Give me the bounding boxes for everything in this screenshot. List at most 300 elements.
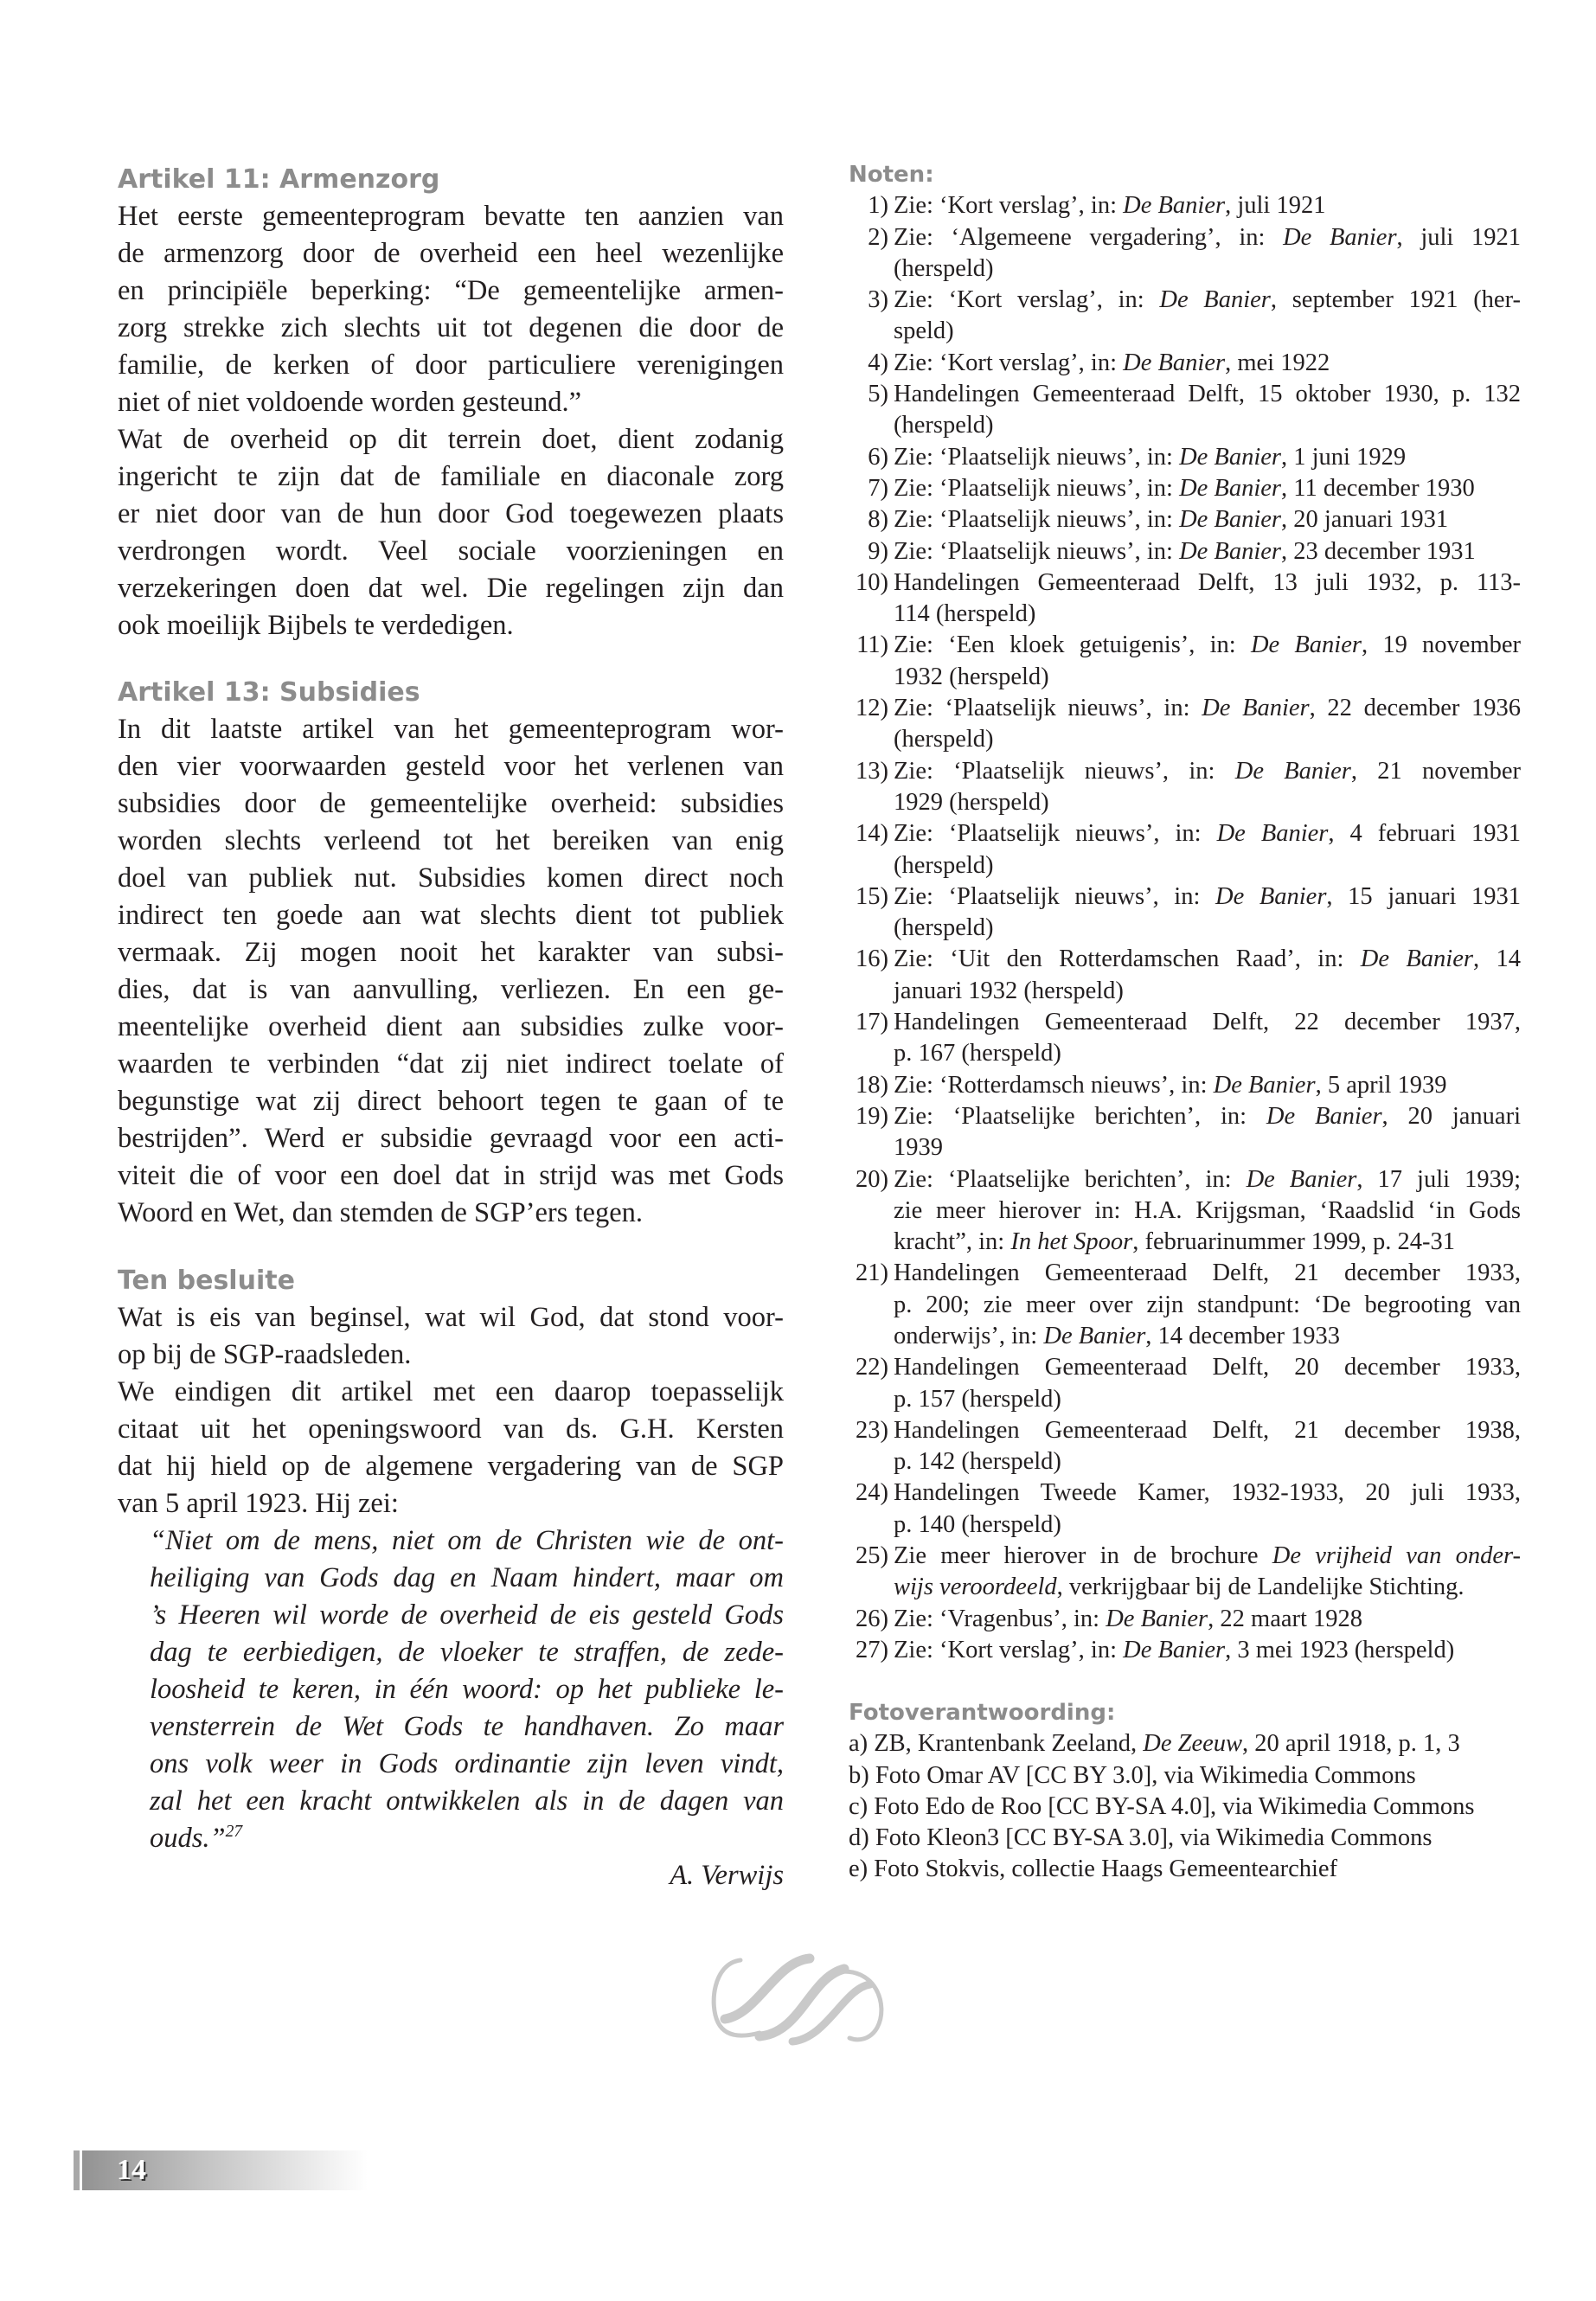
footnote-line	[894, 379, 1521, 410]
footnote-number: 5)	[868, 381, 888, 408]
footnote-item	[849, 1352, 1521, 1415]
text-segment: c) Foto Edo de Roo [CC BY-SA 4.0], via Wikimedia Commons	[849, 1792, 1475, 1820]
footnote-text	[894, 285, 1521, 348]
text-segment: 1932 (herspeld)	[894, 663, 1049, 690]
text-line: bestrijden”. Werd er subsidie gevraagd voor een acti-	[118, 1123, 784, 1154]
footnote-item	[849, 693, 1521, 756]
text-line: en principiële beperking: “De gemeentelijke armen-	[118, 275, 784, 306]
footnote-line	[894, 1070, 1521, 1101]
text-segment: , september 1921 (her-	[1270, 286, 1521, 314]
text-segment: , 3 mei 1923 (herspeld)	[1225, 1636, 1455, 1663]
footnote-line	[894, 599, 1521, 630]
text-segment: Zie: ‘Plaatselijk nieuws’, in:	[894, 882, 1215, 910]
footnote-line	[894, 662, 1521, 693]
footnote-item	[849, 1164, 1521, 1259]
footnote-item	[849, 1007, 1521, 1070]
text-segment: (herspeld)	[894, 914, 994, 942]
text-segment: Zie: ‘Uit den Rotterdamschen Raad’, in:	[894, 945, 1361, 973]
footnote-line	[894, 1604, 1521, 1635]
footnote-line	[894, 976, 1521, 1007]
footnote-item	[849, 442, 1521, 473]
paragraph	[118, 421, 784, 644]
quote-text: dag te eerbiedigen, de vloeker te straffen, de zede-	[150, 1637, 784, 1668]
footnote-item	[849, 473, 1521, 504]
text-segment: , 4 februari 1931	[1328, 820, 1521, 848]
text-segment: Zie: ‘Plaatselijk nieuws’, in:	[894, 695, 1202, 722]
footnote-text	[894, 1604, 1521, 1635]
credit-item	[849, 1760, 1521, 1791]
footnote-item	[849, 379, 1521, 442]
footnote-item	[849, 1415, 1521, 1478]
footnote-text	[894, 1352, 1521, 1415]
footnote-item	[849, 536, 1521, 567]
text-segment: , 20 januari 1931	[1281, 506, 1449, 534]
text-line: In dit laatste artikel van het gemeenteprogram wor-	[118, 714, 784, 745]
footnote-line	[894, 818, 1521, 849]
text-line: dat hij hield op de algemene vergadering van de SGP	[118, 1451, 784, 1482]
text-segment: Zie: ‘Plaatselijk nieuws’, in:	[894, 820, 1217, 848]
footnote-line	[894, 567, 1521, 599]
footnote-text	[894, 536, 1521, 567]
text-line: worden slechts verleend tot het bereiken van enig	[118, 825, 784, 856]
footnote-number: 13)	[856, 757, 888, 785]
footnote-line	[894, 881, 1521, 913]
footnote-line	[894, 1415, 1521, 1446]
text-segment: Zie: ‘Plaatselijke berichten’, in:	[894, 1102, 1266, 1130]
footnote-number: 19)	[856, 1102, 888, 1130]
quote-line	[118, 1671, 784, 1708]
footnote-line	[894, 1477, 1521, 1509]
quote-text: ’s Heeren wil worde de overheid de eis gesteld Gods	[150, 1599, 784, 1631]
italic-title: De Banier	[1123, 192, 1226, 220]
footnote-line	[894, 630, 1521, 661]
footnote-line	[894, 536, 1521, 567]
text-line: familie, de kerken of door particuliere verenigingen	[118, 349, 784, 381]
footnote-item	[849, 285, 1521, 348]
text-segment: (herspeld)	[894, 851, 994, 879]
footnote-text	[894, 1415, 1521, 1478]
text-line: vermaak. Zij mogen nooit het karakter van subsi-	[118, 937, 784, 968]
text-segment: b) Foto Omar AV [CC BY 3.0], via Wikimedia Commons	[849, 1761, 1416, 1789]
footnote-line	[894, 190, 1521, 221]
text-segment: Zie: ‘Vragenbus’, in:	[894, 1605, 1106, 1632]
italic-title: De Banier	[1179, 537, 1281, 565]
credit-item	[849, 1854, 1521, 1885]
footnote-number: 3)	[868, 286, 888, 314]
footnote-number: 12)	[856, 695, 888, 722]
footnote-text	[894, 442, 1521, 473]
text-segment: Zie: ‘Plaatselijk nieuws’, in:	[894, 757, 1235, 785]
footnote-text	[894, 567, 1521, 631]
italic-title: De Banier	[1266, 1102, 1382, 1130]
footnote-text	[894, 1007, 1521, 1070]
text-segment: , juli 1921	[1396, 223, 1521, 251]
footnote-text	[894, 881, 1521, 945]
text-segment: kracht”, in:	[894, 1228, 1011, 1256]
notes-heading: Noten:	[849, 162, 934, 188]
credit-item	[849, 1728, 1521, 1759]
text-segment: , 15 januari 1931	[1326, 882, 1521, 910]
quote-line	[118, 1522, 784, 1560]
footnote-line	[894, 1541, 1521, 1572]
footnote-line	[894, 1195, 1521, 1227]
text-line: doel van publiek nut. Subsidies komen direct noch	[118, 862, 784, 894]
footnote-line	[894, 348, 1521, 379]
text-segment: Handelingen Gemeenteraad Delft, 21 december 1938,	[894, 1416, 1521, 1444]
footnote-line	[894, 1007, 1521, 1038]
text-segment: 1929 (herspeld)	[894, 788, 1049, 816]
footnote-text	[894, 473, 1521, 504]
text-segment: Zie: ‘Kort verslag’, in:	[894, 349, 1124, 376]
footnote-line	[894, 316, 1521, 347]
text-line: er niet door van de hun door God toegewezen plaats	[118, 498, 784, 529]
italic-title: De Banier	[1283, 223, 1397, 251]
footnote-number: 17)	[856, 1009, 888, 1036]
italic-title: In het Spoor	[1010, 1228, 1133, 1256]
text-line: subsidies door de gemeentelijke overheid: subsidies	[118, 788, 784, 819]
footnote-text	[894, 1164, 1521, 1259]
text-line: niet of niet voldoende worden gesteund.”	[118, 387, 582, 418]
quote-line	[118, 1708, 784, 1746]
text-line: We eindigen dit artikel met een daarop toepasselijk	[118, 1376, 784, 1407]
text-line: dies, dat is van aanvulling, verliezen. En een ge-	[118, 974, 784, 1005]
footnote-number: 21)	[856, 1259, 888, 1287]
italic-title: De Banier	[1202, 695, 1310, 722]
text-line: ingericht te zijn dat de familiale en diaconale zorg	[118, 461, 784, 492]
italic-title: De Banier	[1043, 1322, 1146, 1349]
footnote-number: 8)	[868, 506, 888, 534]
text-segment: , 17 juli 1939;	[1356, 1165, 1521, 1193]
footnote-line	[894, 504, 1521, 535]
text-segment: a) ZB, Krantenbank Zeeland,	[849, 1730, 1144, 1758]
quote-text: vensterrein de Wet Gods te handhaven. Zo maar	[150, 1711, 784, 1742]
text-line: meentelijke overheid dient aan subsidies zulke voor-	[118, 1011, 784, 1042]
footnote-number: 20)	[856, 1165, 888, 1193]
text-segment: , 1 juni 1929	[1281, 443, 1407, 471]
text-segment: p. 140 (herspeld)	[894, 1510, 1061, 1538]
footnote-item	[849, 1541, 1521, 1604]
text-segment: Zie: ‘Plaatselijk nieuws’, in:	[894, 474, 1180, 502]
italic-title: wijs veroordeeld	[894, 1574, 1057, 1601]
italic-title: De Banier	[1179, 443, 1281, 471]
footnote-ref: 27	[225, 1823, 243, 1842]
text-segment: d) Foto Kleon3 [CC BY-SA 3.0], via Wikimedia Commons	[849, 1824, 1433, 1852]
text-line: viteit die of voor een doel dat in strijd was met Gods	[118, 1160, 784, 1191]
footnote-text	[894, 1070, 1521, 1101]
footnote-line	[894, 693, 1521, 724]
text-segment: , 20 januari	[1381, 1102, 1521, 1130]
footnote-number: 22)	[856, 1354, 888, 1381]
footnote-line	[894, 913, 1521, 944]
text-segment: , februarinummer 1999, p. 24-31	[1132, 1228, 1456, 1256]
text-segment: e) Foto Stokvis, collectie Haags Gemeentearchief	[849, 1856, 1338, 1883]
text-segment: onderwijs’, in:	[894, 1322, 1044, 1349]
italic-title: De vrijheid van onder-	[1272, 1542, 1522, 1570]
text-segment: (herspeld)	[894, 412, 994, 439]
text-segment: Zie: ‘Plaatselijk nieuws’, in:	[894, 443, 1180, 471]
text-segment: speld)	[894, 317, 954, 345]
text-segment: 1939	[894, 1134, 943, 1162]
footnote-number: 11)	[856, 631, 888, 659]
italic-title: De Banier	[1159, 286, 1271, 314]
footnote-item	[849, 348, 1521, 379]
text-segment: , 21 november	[1350, 757, 1521, 785]
section-ten-besluite	[118, 1262, 784, 1894]
paragraph	[118, 1374, 784, 1522]
footnote-line	[894, 1509, 1521, 1541]
footnote-text	[894, 1635, 1521, 1666]
footnote-line	[894, 442, 1521, 473]
paragraph	[118, 198, 784, 421]
footnote-line	[894, 1101, 1521, 1132]
section-armenzorg	[118, 161, 784, 644]
italic-title: De Banier	[1106, 1605, 1208, 1632]
credit-item	[849, 1823, 1521, 1854]
footnote-line	[894, 222, 1521, 253]
quote-text: ons volk weer in Gods ordinantie zijn leven vindt,	[150, 1748, 784, 1779]
text-line: van 5 april 1923. Hij zei:	[118, 1488, 399, 1519]
page-number: 14	[117, 2154, 146, 2186]
footnote-item	[849, 222, 1521, 285]
footnote-number: 15)	[856, 882, 888, 910]
text-segment: p. 157 (herspeld)	[894, 1385, 1061, 1413]
footnote-text	[894, 1541, 1521, 1604]
footnote-number: 27)	[856, 1636, 888, 1663]
footnote-number: 23)	[856, 1416, 888, 1444]
footnote-number: 2)	[868, 223, 888, 251]
footnote-number: 14)	[856, 820, 888, 848]
text-segment: p. 167 (herspeld)	[894, 1040, 1061, 1067]
quote-text: loosheid te keren, in één woord: op het publieke le-	[150, 1674, 784, 1705]
text-segment: Handelingen Tweede Kamer, 1932-1933, 20 juli 1933,	[894, 1479, 1521, 1507]
text-line: begunstige wat zij direct behoort tegen te gaan of te	[118, 1086, 784, 1117]
text-segment: Zie: ‘Plaatselijk nieuws’, in:	[894, 537, 1180, 565]
footnote-text	[894, 190, 1521, 221]
footnote-number: 10)	[856, 568, 888, 596]
footnote-number: 26)	[856, 1605, 888, 1632]
text-line: Het eerste gemeenteprogram bevatte ten aanzien van	[118, 201, 784, 232]
text-segment: Handelingen Gemeenteraad Delft, 20 december 1933,	[894, 1354, 1521, 1381]
page-number-bar	[74, 2150, 368, 2190]
footnote-item	[849, 190, 1521, 221]
footnote-number: 6)	[868, 443, 888, 471]
text-segment: , 19 november	[1361, 631, 1522, 659]
quote-line	[118, 1634, 784, 1671]
text-segment: Zie: ‘Plaatselijke berichten’, in:	[894, 1165, 1247, 1193]
italic-title: De Banier	[1216, 820, 1329, 848]
notes-list	[849, 159, 1521, 1666]
footnote-number: 9)	[868, 537, 888, 565]
text-segment: p. 142 (herspeld)	[894, 1448, 1061, 1476]
footnote-text	[894, 1258, 1521, 1352]
footnote-item	[849, 1258, 1521, 1352]
footnote-number: 1)	[868, 192, 888, 220]
footnote-number: 18)	[856, 1071, 888, 1099]
paragraph	[118, 711, 784, 1232]
text-line: citaat uit het openingswoord van ds. G.H. Kersten	[118, 1413, 784, 1445]
italic-title: De Banier	[1234, 757, 1351, 785]
footnote-text	[894, 944, 1521, 1007]
footnote-item	[849, 1101, 1521, 1164]
italic-title: De Banier	[1360, 945, 1473, 973]
text-segment: Handelingen Gemeenteraad Delft, 15 oktober 1930, p. 132	[894, 381, 1521, 408]
text-line: de armenzorg door de overheid een heel wezenlijke	[118, 238, 784, 269]
text-segment: Handelingen Gemeenteraad Delft, 13 juli 1932, p. 113-	[894, 568, 1521, 596]
footnote-item	[849, 1635, 1521, 1666]
footnote-item	[849, 504, 1521, 535]
text-segment: Zie: ‘Algemeene vergadering’, in:	[894, 223, 1284, 251]
text-segment: , mei 1922	[1225, 349, 1330, 376]
footnote-line	[894, 787, 1521, 818]
text-segment: , 14 december 1933	[1145, 1322, 1341, 1349]
footnote-line	[894, 1352, 1521, 1383]
text-segment: (herspeld)	[894, 726, 994, 753]
text-line: den vier voorwaarden gesteld voor het verlenen van	[118, 751, 784, 782]
footnote-text	[894, 348, 1521, 379]
footnote-line	[894, 1384, 1521, 1415]
text-segment: 114 (herspeld)	[894, 600, 1036, 628]
footnote-text	[894, 222, 1521, 285]
footnote-number: 24)	[856, 1479, 888, 1507]
italic-title: De Banier	[1215, 882, 1327, 910]
italic-title: De Banier	[1179, 506, 1281, 534]
quote-text: “Niet om de mens, niet om de Christen wie de ont-	[150, 1525, 784, 1556]
footnote-line	[894, 1321, 1521, 1352]
paragraph	[118, 1299, 784, 1374]
text-segment: Zie: ‘Kort verslag’, in:	[894, 1636, 1124, 1663]
text-segment: Handelingen Gemeenteraad Delft, 21 december 1933,	[894, 1259, 1521, 1287]
text-line: verzekeringen doen dat wel. Die regelingen zijn dan	[118, 573, 784, 604]
footnote-line	[894, 253, 1521, 285]
footnote-text	[894, 1101, 1521, 1164]
quote-line	[118, 1560, 784, 1597]
quote-line	[118, 1597, 784, 1634]
footnote-text	[894, 379, 1521, 442]
footnote-line	[894, 1446, 1521, 1477]
swirl-ornament-icon	[706, 1953, 889, 2047]
author-signature: A. Verwijs	[670, 1860, 784, 1891]
text-segment: januari 1932 (herspeld)	[894, 977, 1124, 1004]
italic-title: De Banier	[1246, 1165, 1357, 1193]
footnote-text	[894, 756, 1521, 819]
photo-credits	[849, 1697, 1521, 1886]
footnote-text	[894, 818, 1521, 881]
section-heading: Ten besluite	[118, 1266, 295, 1296]
italic-title: De Banier	[1213, 1071, 1316, 1099]
section-heading: Artikel 13: Subsidies	[118, 677, 420, 708]
page-bar-stripe	[74, 2150, 82, 2190]
italic-title: De Banier	[1250, 631, 1362, 659]
footnote-text	[894, 630, 1521, 693]
text-segment: , 22 maart 1928	[1208, 1605, 1363, 1632]
footnote-line	[894, 850, 1521, 881]
quote-text: heiliging van Gods dag en Naam hindert, maar om	[150, 1562, 784, 1593]
footnote-item	[849, 944, 1521, 1007]
text-segment: p. 200; zie meer over zijn standpunt: ‘De begrooting van	[894, 1291, 1521, 1318]
text-line: op bij de SGP-raadsleden.	[118, 1339, 412, 1370]
text-segment: Zie: ‘Kort verslag’, in:	[894, 286, 1160, 314]
text-segment: , 20 april 1918, p. 1, 3	[1242, 1730, 1460, 1758]
footnote-line	[894, 1572, 1521, 1603]
text-segment: zie meer hierover in: H.A. Krijgsman, ‘Raadslid ‘in Gods	[894, 1196, 1521, 1224]
italic-title: De Banier	[1123, 349, 1226, 376]
footnote-line	[894, 756, 1521, 787]
italic-title: De Banier	[1179, 474, 1281, 502]
text-segment: Zie: ‘Plaatselijk nieuws’, in:	[894, 506, 1180, 534]
text-segment: , 22 december 1936	[1309, 695, 1522, 722]
footnote-number: 7)	[868, 474, 888, 502]
text-segment: , 14	[1472, 945, 1521, 973]
text-segment: , 23 december 1931	[1281, 537, 1476, 565]
footnote-item	[849, 756, 1521, 819]
footnote-line	[894, 1258, 1521, 1289]
text-segment: (herspeld)	[894, 254, 994, 282]
footnote-line	[894, 1227, 1521, 1258]
text-segment: Handelingen Gemeenteraad Delft, 22 december 1937,	[894, 1009, 1521, 1036]
footnote-number: 4)	[868, 349, 888, 376]
text-segment: Zie meer hierover in de brochure	[894, 1542, 1272, 1570]
quote-text: zal het een kracht ontwikkelen als in de dagen van	[150, 1785, 784, 1817]
footnote-line	[894, 1038, 1521, 1069]
italic-title: De Banier	[1123, 1636, 1226, 1663]
footnote-text	[894, 1477, 1521, 1541]
footnote-line	[894, 1164, 1521, 1195]
footnote-line	[894, 1635, 1521, 1666]
credits-heading: Fotoverantwoording:	[849, 1700, 1116, 1726]
footnote-item	[849, 630, 1521, 693]
footnote-line	[894, 724, 1521, 755]
text-line: Wat is eis van beginsel, wat wil God, dat stond voor-	[118, 1302, 784, 1333]
footnote-line	[894, 410, 1521, 441]
footnote-line	[894, 1132, 1521, 1163]
footnote-line	[894, 944, 1521, 975]
section-subsidies	[118, 674, 784, 1232]
text-segment: , verkrijgbaar bij de Landelijke Stichting.	[1056, 1574, 1465, 1601]
block-quote	[118, 1522, 784, 1857]
text-segment: Zie: ‘Een kloek getuigenis’, in:	[894, 631, 1251, 659]
footnote-text	[894, 504, 1521, 535]
text-line: ook moeilijk Bijbels te verdedigen.	[118, 610, 514, 641]
text-segment: , 5 april 1939	[1315, 1071, 1447, 1099]
section-heading: Artikel 11: Armenzorg	[118, 164, 440, 195]
footnote-item	[849, 1604, 1521, 1635]
footnote-text	[894, 693, 1521, 756]
footnote-number: 16)	[856, 945, 888, 973]
text-line: zorg strekke zich slechts uit tot degenen die door de	[118, 312, 784, 343]
text-segment: Zie: ‘Rotterdamsch nieuws’, in:	[894, 1071, 1214, 1099]
footnote-item	[849, 818, 1521, 881]
footnote-item	[849, 1477, 1521, 1541]
footnote-item	[849, 567, 1521, 631]
text-segment: , juli 1921	[1225, 192, 1326, 220]
text-line: Woord en Wet, dan stemden de SGP’ers tegen.	[118, 1197, 644, 1228]
text-line: verdrongen wordt. Veel sociale voorzieningen en	[118, 535, 784, 567]
footnote-line	[894, 473, 1521, 504]
quote-line	[118, 1783, 784, 1820]
quote-line	[118, 1820, 784, 1857]
quote-text: ouds.”	[150, 1823, 226, 1854]
text-line: Wat de overheid op dit terrein doet, dient zodanig	[118, 424, 784, 455]
text-segment: Zie: ‘Kort verslag’, in:	[894, 192, 1124, 220]
text-line: waarden te verbinden “dat zij niet indirect toelate of	[118, 1048, 784, 1080]
quote-line	[118, 1746, 784, 1783]
text-line: indirect ten goede aan wat slechts dient tot publiek	[118, 900, 784, 931]
footnote-line	[894, 1290, 1521, 1321]
footnote-number: 25)	[856, 1542, 888, 1570]
footnote-item	[849, 881, 1521, 945]
footnote-line	[894, 285, 1521, 316]
footnote-item	[849, 1070, 1521, 1101]
